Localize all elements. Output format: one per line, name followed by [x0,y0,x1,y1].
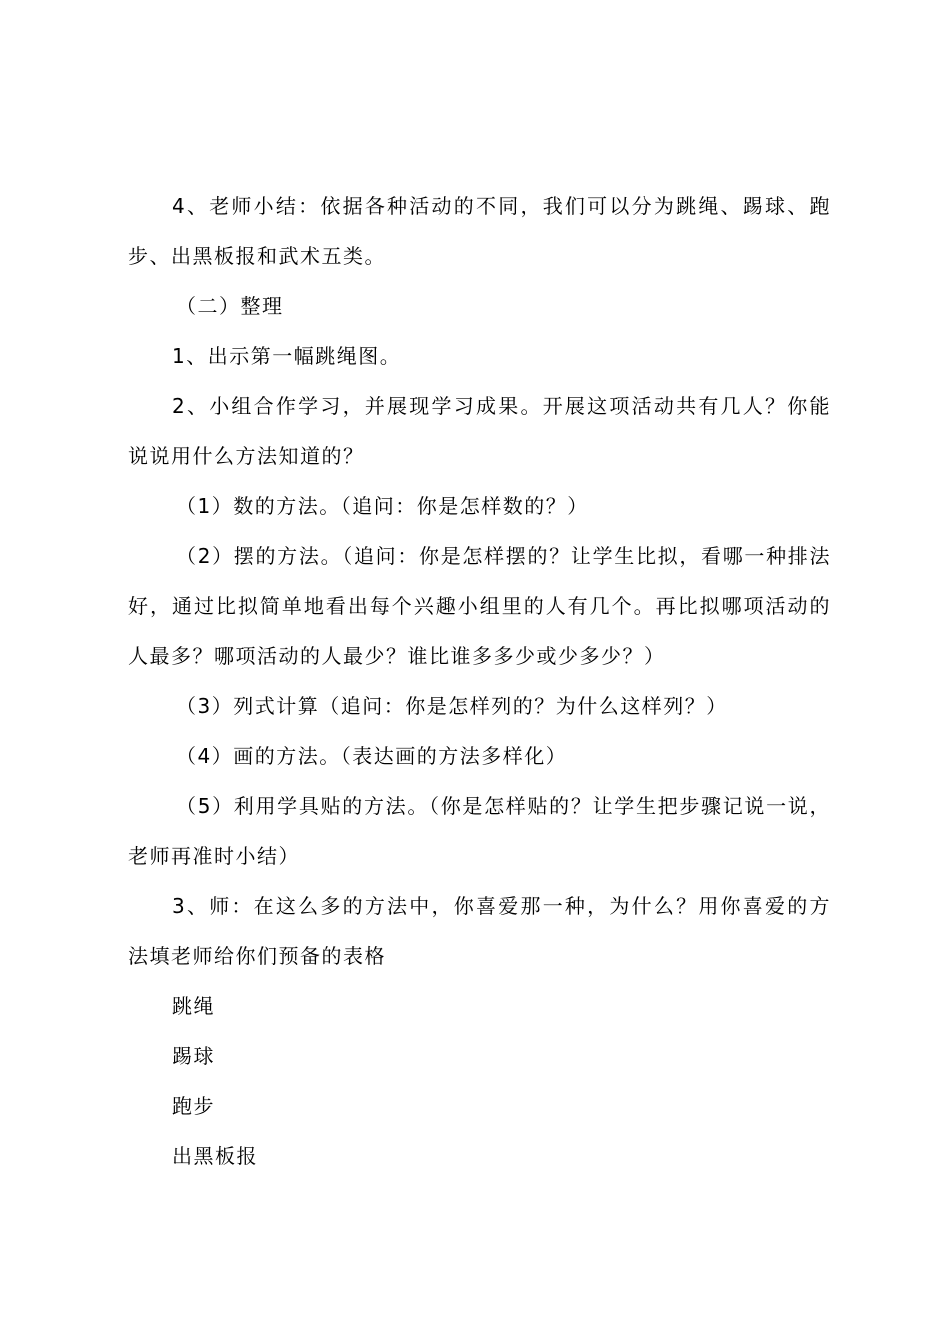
paragraph-method-count: （1）数的方法。（追问：你是怎样数的？） [176,494,589,518]
paragraph-method-draw: （4）画的方法。（表达画的方法多样化） [176,744,568,768]
section-heading-organize: （二）整理 [176,294,284,318]
list-item-kick-ball: 踢球 [172,1044,215,1068]
paragraph-show-picture: 1、出示第一幅跳绳图。 [172,344,402,368]
paragraph-method-arrange: （2）摆的方法。（追问：你是怎样摆的？让学生比拟，看哪一种排法好，通过比拟简单地看出每个兴趣小组里的人有几个。再比拟哪项活动的人最多？哪项活动的人最少？谁比谁多多少或少多少？） [128,544,831,668]
list-item-blackboard: 出黑板报 [172,1144,258,1168]
list-item-running: 跑步 [172,1094,215,1118]
paragraph-teacher-question: 3、师：在这么多的方法中，你喜爱那一种，为什么？用你喜爱的方法填老师给你们预备的表格 [128,894,831,968]
document-body [128,181,831,1181]
paragraph-group-study: 2、小组合作学习，并展现学习成果。开展这项活动共有几人？你能说说用什么方法知道的？ [128,394,831,468]
list-item-jump-rope: 跳绳 [172,994,215,1018]
paragraph-method-calculate: （3）列式计算（追问：你是怎样列的？为什么这样列？） [176,694,728,718]
paragraph-teacher-summary: 4、老师小结：依据各种活动的不同，我们可以分为跳绳、踢球、跑步、出黑板报和武术五类。 [128,194,831,268]
paragraph-method-stick: （5）利用学具贴的方法。（你是怎样贴的？让学生把步骤记说一说，老师再准时小结） [128,794,831,868]
